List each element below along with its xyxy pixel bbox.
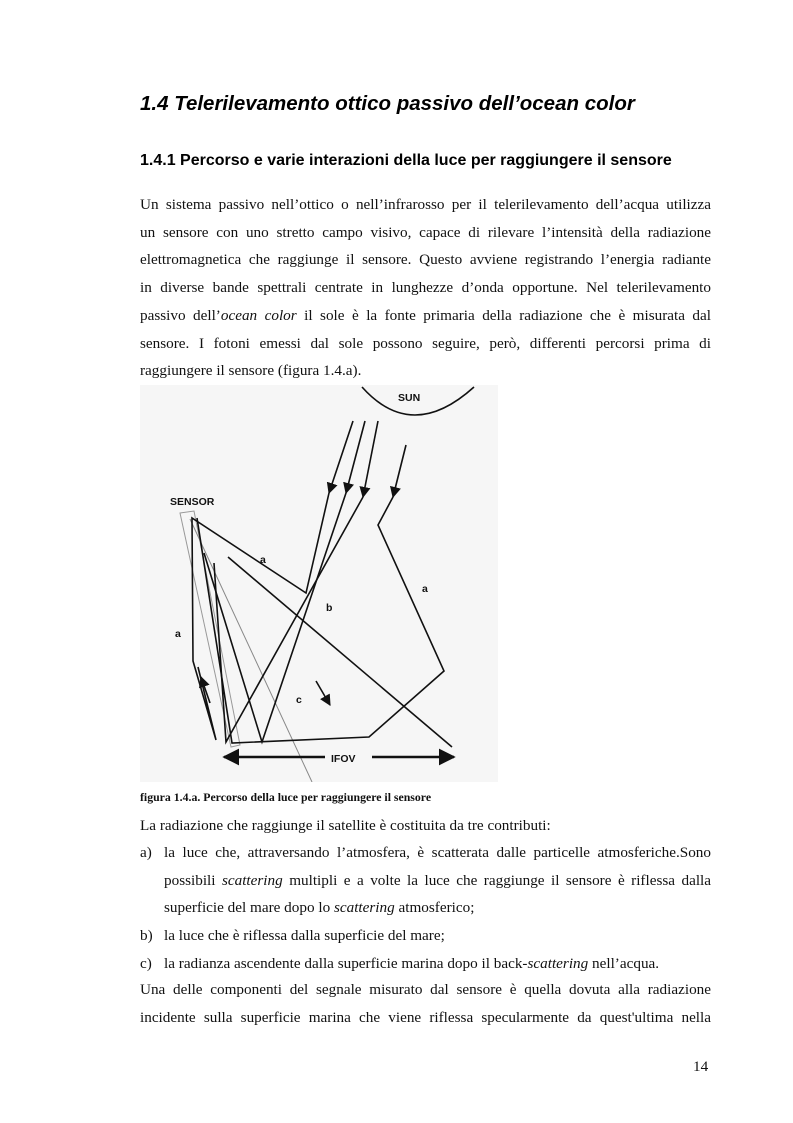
paragraph-line: sensore. I fotoni emessi dal sole possono seguire, però, differenti percorsi prima di <box>140 334 711 352</box>
list-item-line <box>164 867 711 895</box>
paragraph-line: in diverse bande spettrali centrate in lunghezze d’onda opportune. Nel telerilevamento <box>140 279 711 297</box>
contributions-list <box>140 839 711 978</box>
paragraph-line: elettromagnetica che raggiunge il sensore. Questo avviene registrando l’energia radiante <box>140 251 711 269</box>
list-item-label: b) <box>140 927 153 945</box>
text-run: superficie del mare dopo lo <box>164 899 334 917</box>
paragraph-line: raggiungere il sensore (figura 1.4.a). <box>140 362 362 380</box>
list-item-line <box>164 894 711 922</box>
section-title: 1.4 Telerilevamento ottico passivo dell’ocean color <box>140 92 635 115</box>
emphasis-scattering: scattering <box>221 871 283 889</box>
list-item-label: c) <box>140 954 152 972</box>
list-item-label: a) <box>140 844 152 861</box>
list-item <box>140 922 711 950</box>
list-item <box>140 839 711 922</box>
text-run: passivo dell’ <box>140 306 221 324</box>
sensor-label: SENSOR <box>170 496 215 508</box>
path-b-label: b <box>326 602 333 614</box>
ifov-label: IFOV <box>331 753 356 765</box>
path-a-label-mid: a <box>260 554 266 566</box>
paragraph-line: Una delle componenti del segnale misurato dal sensore è quella dovuta alla radiazione <box>140 981 711 998</box>
paragraph-line: Un sistema passivo nell’ottico o nell’infrarosso per il telerilevamento dell’acqua utilizza <box>140 196 711 213</box>
contributions-intro: La radiazione che raggiunge il satellite è costituita da tre contributi: <box>140 817 551 834</box>
path-c-label: c <box>296 694 302 706</box>
text-run: multipli e a volte la luce che raggiunge il sensore è riflessa dalla <box>282 871 712 889</box>
closing-paragraph <box>140 976 711 1031</box>
list-item-line <box>164 950 711 978</box>
path-a-label-left: a <box>175 628 181 640</box>
emphasis-scattering: scattering <box>527 954 589 972</box>
paragraph-line: incidente sulla superficie marina che viene riflessa specularmente da quest'ultima nella <box>140 1008 711 1026</box>
text-run: la radianza ascendente dalla superficie marina dopo il back- <box>164 954 528 972</box>
list-item-line: la luce che, attraversando l’atmosfera, è scatterata dalle particelle atmosferiche.Sono <box>164 844 711 861</box>
path-a-label-right: a <box>422 583 428 595</box>
sun-label: SUN <box>398 392 421 404</box>
figure-background <box>140 385 498 782</box>
figure-caption: figura 1.4.a. Percorso della luce per raggiungere il sensore <box>140 790 432 804</box>
text-run: nell’acqua. <box>588 954 660 972</box>
paragraph-line: un sensore con uno stretto campo visivo, capace di rilevare l’intensità della radiazione <box>140 223 711 241</box>
page-number: 14 <box>693 1058 709 1075</box>
emphasis-ocean-color: ocean color <box>220 306 297 324</box>
text-run: atmosferico; <box>394 899 475 917</box>
light-path-figure <box>140 385 498 782</box>
intro-paragraph <box>140 191 711 385</box>
text-run: il sole è la fonte primaria della radiazione che è misurata dal <box>296 306 711 324</box>
subsection-title: 1.4.1 Percorso e varie interazioni della luce per raggiungere il sensore <box>140 152 672 169</box>
text-run: possibili <box>164 871 222 889</box>
list-item-line: la luce che è riflessa dalla superficie del mare; <box>164 927 445 945</box>
list-item <box>140 950 711 978</box>
paragraph-line <box>140 302 711 330</box>
emphasis-scattering: scattering <box>333 899 395 917</box>
